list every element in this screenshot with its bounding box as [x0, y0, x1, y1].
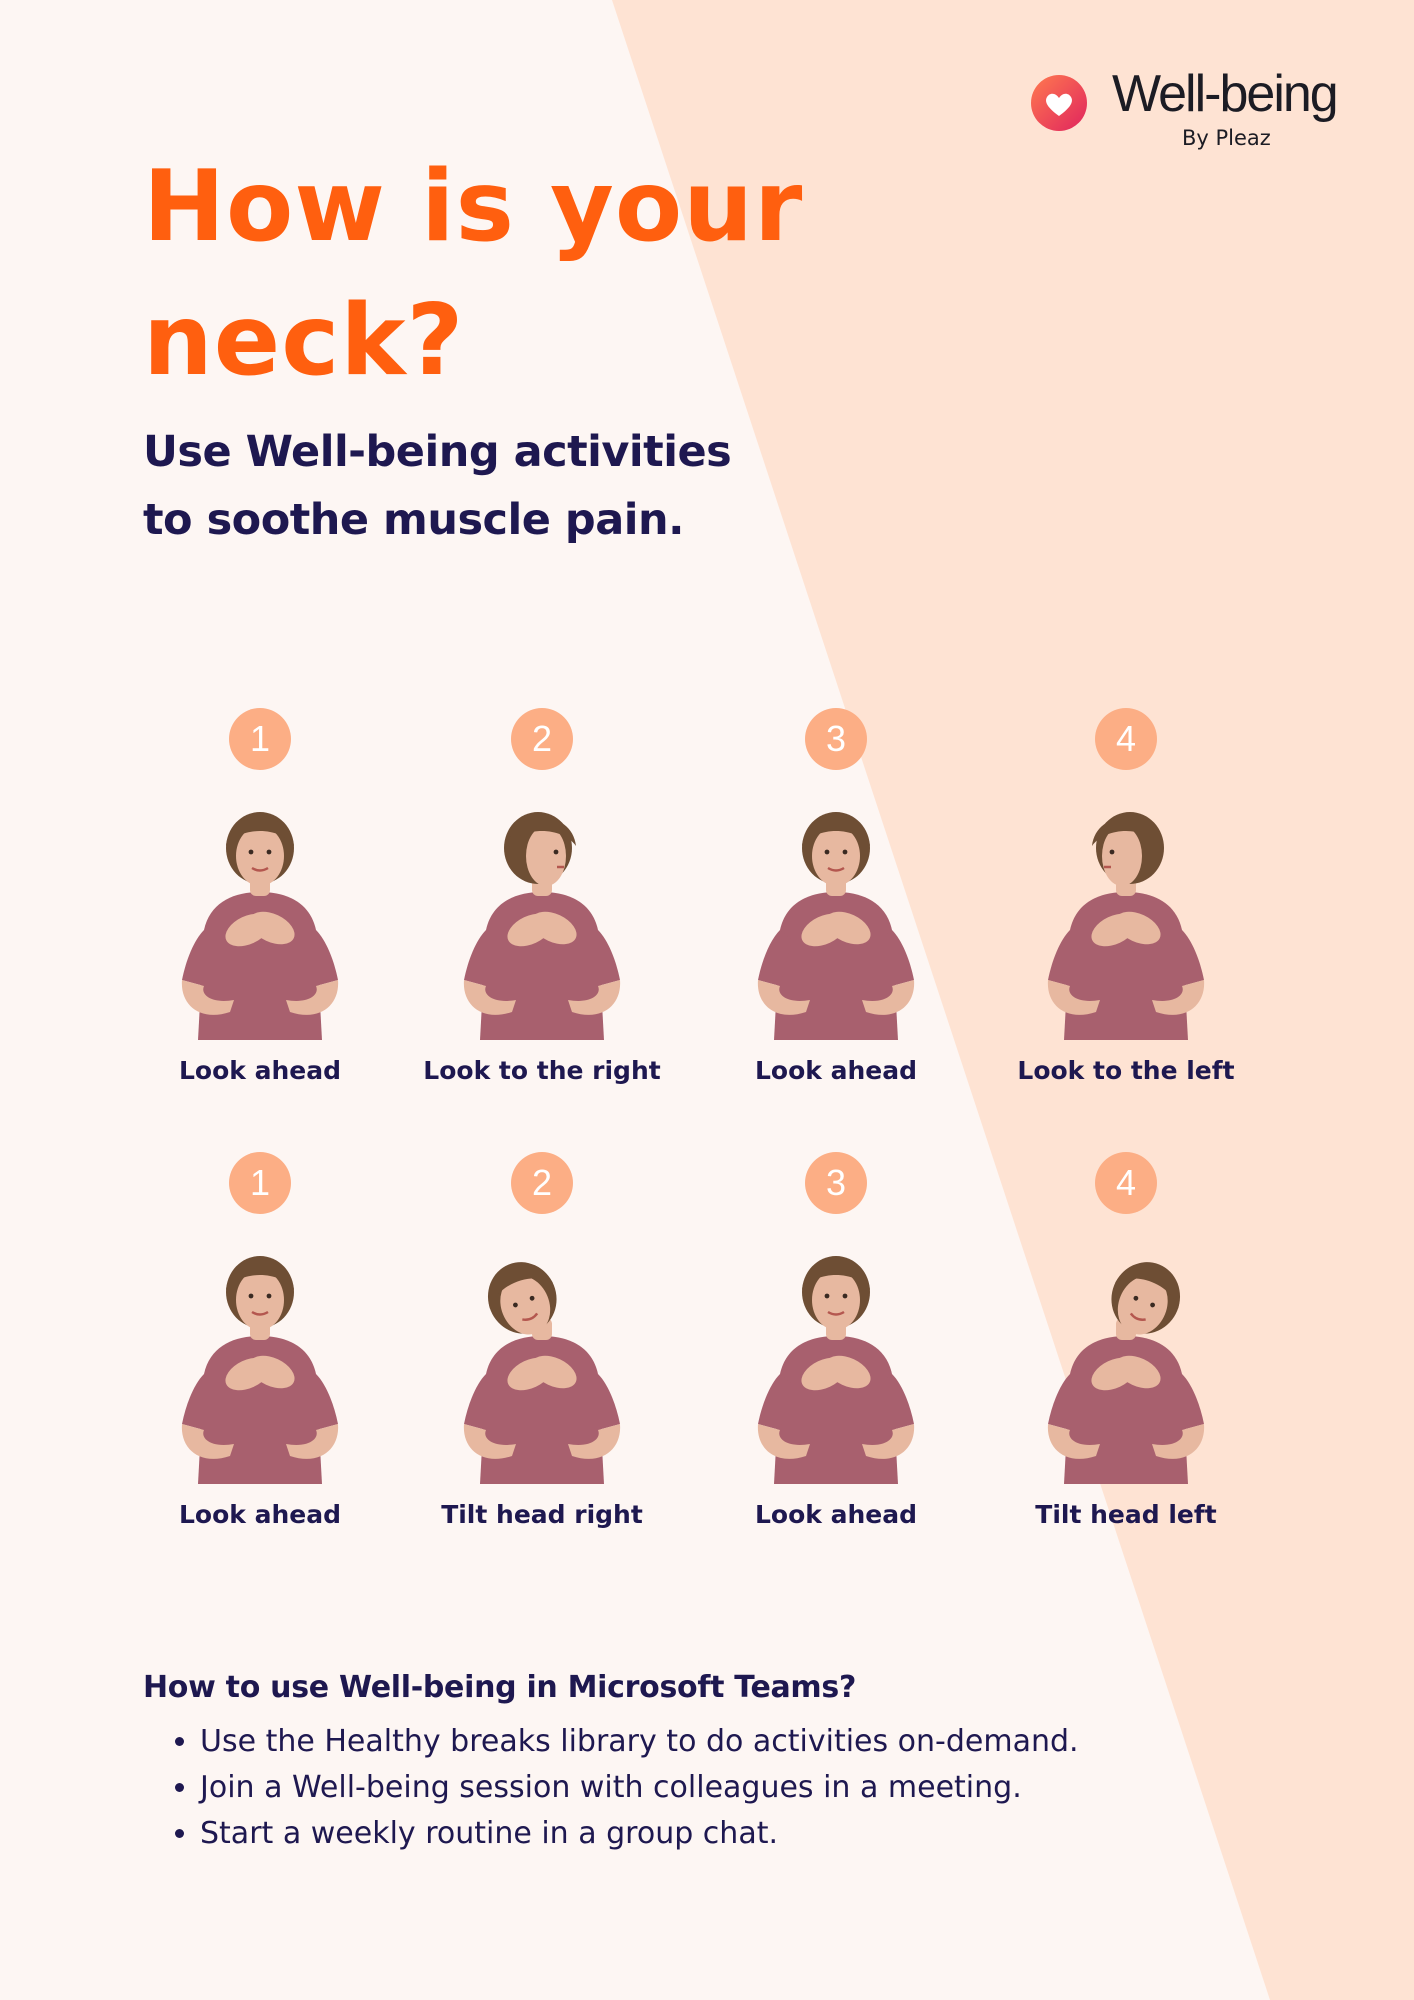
howto-item: • Use the Healthy breaks library to do activities on-demand.: [200, 1719, 1143, 1765]
step-number-badge: 4: [1095, 1152, 1157, 1214]
person-figure: [442, 790, 642, 1040]
person-figure: [160, 1234, 360, 1484]
page-subtitle: Use Well-being activities to soothe muscle pain.: [143, 427, 732, 545]
step-caption: Look to the left: [1017, 1056, 1235, 1085]
brand-name: Well-being: [1112, 65, 1337, 123]
step-number-badge: 3: [805, 1152, 867, 1214]
step-number-badge: 2: [511, 1152, 573, 1214]
step-caption: Look ahead: [179, 1056, 341, 1085]
howto-item: • Start a weekly routine in a group chat.: [200, 1811, 1143, 1857]
exercise-step: [392, 1152, 692, 1529]
step-number-badge: 4: [1095, 708, 1157, 770]
brand-byline: By Pleaz: [1182, 126, 1271, 150]
step-caption: Tilt head left: [1035, 1500, 1217, 1529]
howto-list: [143, 1719, 1143, 1857]
step-number-badge: 1: [229, 1152, 291, 1214]
exercise-step: [110, 1152, 410, 1529]
exercise-step: [686, 708, 986, 1085]
person-figure: [1026, 1234, 1226, 1484]
step-caption: Look to the right: [423, 1056, 661, 1085]
exercise-step: [976, 1152, 1276, 1529]
heart-logo-icon: [1030, 74, 1088, 132]
person-figure: [160, 790, 360, 1040]
page-title: How is your neck?: [143, 150, 804, 398]
exercise-step: [686, 1152, 986, 1529]
person-figure: [442, 1234, 642, 1484]
howto-title: How to use Well-being in Microsoft Teams?: [143, 1670, 857, 1705]
exercise-step: [110, 708, 410, 1085]
howto-section: [143, 1670, 1143, 1857]
step-number-badge: 1: [229, 708, 291, 770]
brand-logo: [1030, 60, 1350, 160]
exercise-step: [976, 708, 1276, 1085]
person-figure: [736, 790, 936, 1040]
step-number-badge: 2: [511, 708, 573, 770]
person-figure: [1026, 790, 1226, 1040]
step-caption: Tilt head right: [441, 1500, 643, 1529]
step-number-badge: 3: [805, 708, 867, 770]
step-caption: Look ahead: [755, 1500, 917, 1529]
step-caption: Look ahead: [179, 1500, 341, 1529]
exercise-step: [392, 708, 692, 1085]
step-caption: Look ahead: [755, 1056, 917, 1085]
person-figure: [736, 1234, 936, 1484]
howto-item: • Join a Well-being session with colleagues in a meeting.: [200, 1765, 1143, 1811]
